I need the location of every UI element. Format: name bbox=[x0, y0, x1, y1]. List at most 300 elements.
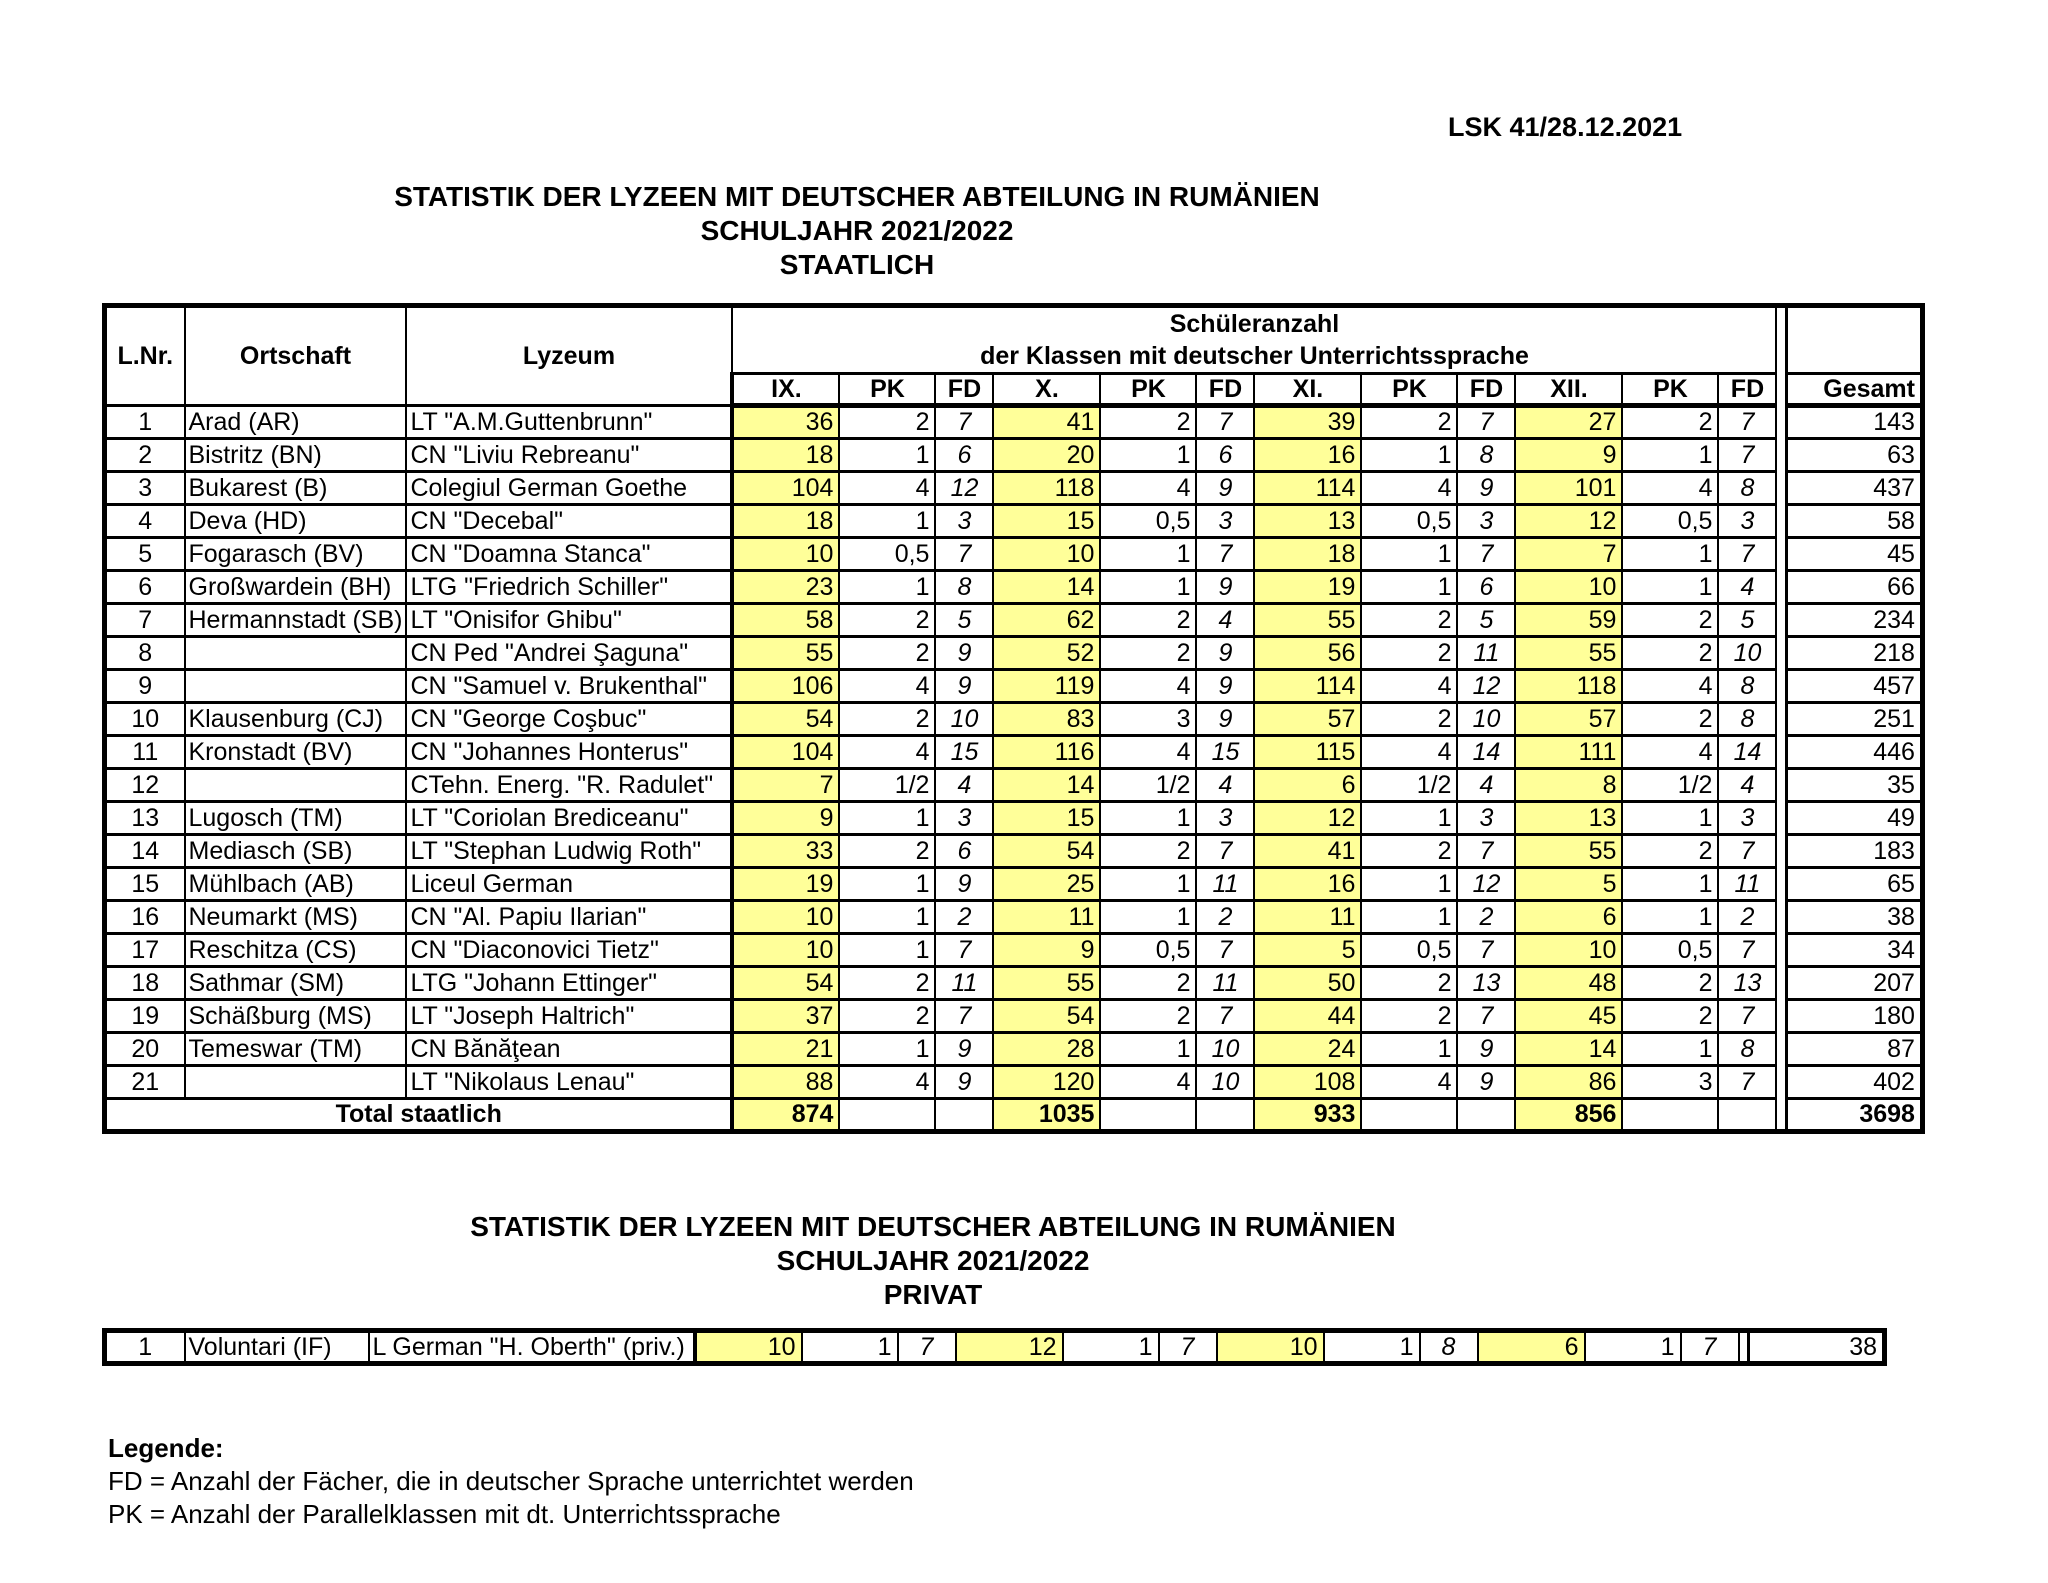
cell-pk: 1 bbox=[1361, 538, 1457, 571]
cell-xi: 39 bbox=[1254, 406, 1361, 439]
cell-xii: 45 bbox=[1515, 1000, 1622, 1033]
cell-xi: 24 bbox=[1254, 1033, 1361, 1066]
cell-pk: 2 bbox=[1622, 703, 1718, 736]
table-row bbox=[105, 901, 1923, 934]
cell-fd: 8 bbox=[1420, 1331, 1478, 1364]
cell-ix: 55 bbox=[732, 637, 839, 670]
cell-ortschaft: Bukarest (B) bbox=[185, 472, 407, 505]
legend-line-pk: PK = Anzahl der Parallelklassen mit dt. Unterrichtssprache bbox=[108, 1499, 781, 1529]
cell-fd: 3 bbox=[1196, 802, 1254, 835]
cell-ix: 19 bbox=[732, 868, 839, 901]
cell-gesamt: 87 bbox=[1786, 1033, 1922, 1066]
cell-pk: 1 bbox=[1622, 901, 1718, 934]
privat-title-line1: STATISTIK DER LYZEEN MIT DEUTSCHER ABTEILUNG IN RUMÄNIEN bbox=[470, 1211, 1396, 1242]
cell-fd: 7 bbox=[1457, 835, 1515, 868]
cell-xii: 27 bbox=[1515, 406, 1622, 439]
cell-xii: 10 bbox=[1515, 934, 1622, 967]
total-x: 1035 bbox=[993, 1099, 1100, 1132]
cell-xi: 114 bbox=[1254, 472, 1361, 505]
cell-x: 9 bbox=[993, 934, 1100, 967]
cell-ortschaft bbox=[185, 670, 407, 703]
cell-x: 25 bbox=[993, 868, 1100, 901]
cell-lnr: 5 bbox=[105, 538, 185, 571]
staatlich-table-body bbox=[105, 406, 1923, 1099]
column-gap bbox=[1776, 967, 1786, 1000]
cell-pk: 1 bbox=[1585, 1331, 1681, 1364]
header-col-x: X. bbox=[993, 374, 1100, 406]
cell-fd: 4 bbox=[1718, 769, 1776, 802]
cell-lyzeum: LT "Stephan Ludwig Roth" bbox=[406, 835, 732, 868]
cell-pk: 4 bbox=[1361, 1066, 1457, 1099]
cell-fd: 10 bbox=[1457, 703, 1515, 736]
total-pk bbox=[1361, 1099, 1457, 1132]
cell-pk: 4 bbox=[1100, 736, 1196, 769]
cell-ix: 88 bbox=[732, 1066, 839, 1099]
cell-fd: 11 bbox=[935, 967, 993, 1000]
column-gap bbox=[1776, 571, 1786, 604]
cell-ortschaft: Reschitza (CS) bbox=[185, 934, 407, 967]
cell-ortschaft: Klausenburg (CJ) bbox=[185, 703, 407, 736]
header-group-row bbox=[105, 306, 1923, 374]
cell-lyzeum: Liceul German bbox=[406, 868, 732, 901]
cell-pk: 1 bbox=[839, 901, 935, 934]
cell-fd: 7 bbox=[1718, 406, 1776, 439]
header-col-pk: PK bbox=[1361, 374, 1457, 406]
table-row bbox=[105, 835, 1923, 868]
cell-pk: 2 bbox=[1100, 637, 1196, 670]
cell-fd: 8 bbox=[1718, 472, 1776, 505]
cell-ortschaft: Neumarkt (MS) bbox=[185, 901, 407, 934]
cell-fd: 10 bbox=[935, 703, 993, 736]
total-ix: 874 bbox=[732, 1099, 839, 1132]
cell-pk: 2 bbox=[839, 703, 935, 736]
column-gap bbox=[1776, 306, 1786, 374]
cell-lyzeum: LT "Joseph Haltrich" bbox=[406, 1000, 732, 1033]
cell-fd: 2 bbox=[1718, 901, 1776, 934]
cell-xii: 55 bbox=[1515, 835, 1622, 868]
cell-xii: 57 bbox=[1515, 703, 1622, 736]
cell-lnr: 8 bbox=[105, 637, 185, 670]
cell-ix: 37 bbox=[732, 1000, 839, 1033]
cell-pk: 2 bbox=[839, 1000, 935, 1033]
header-col-pk: PK bbox=[1622, 374, 1718, 406]
cell-pk: 1 bbox=[1622, 571, 1718, 604]
column-gap bbox=[1776, 703, 1786, 736]
cell-pk: 0,5 bbox=[839, 538, 935, 571]
cell-pk: 1 bbox=[839, 868, 935, 901]
cell-x: 52 bbox=[993, 637, 1100, 670]
table-row bbox=[105, 802, 1923, 835]
header-lnr: L.Nr. bbox=[105, 306, 185, 406]
cell-fd: 8 bbox=[935, 571, 993, 604]
cell-pk: 2 bbox=[1361, 406, 1457, 439]
cell-x: 116 bbox=[993, 736, 1100, 769]
cell-pk: 1 bbox=[1361, 901, 1457, 934]
cell-ortschaft: Mühlbach (AB) bbox=[185, 868, 407, 901]
table-row bbox=[105, 1000, 1923, 1033]
total-fd bbox=[1196, 1099, 1254, 1132]
table-row bbox=[105, 505, 1923, 538]
cell-pk: 1 bbox=[1100, 439, 1196, 472]
cell-fd: 3 bbox=[1718, 802, 1776, 835]
cell-ortschaft bbox=[185, 637, 407, 670]
cell-x: 119 bbox=[993, 670, 1100, 703]
cell-fd: 4 bbox=[1457, 769, 1515, 802]
cell-fd: 7 bbox=[1196, 934, 1254, 967]
header-group-line2: der Klassen mit deutscher Unterrichtssprache bbox=[980, 342, 1529, 370]
cell-xii: 7 bbox=[1515, 538, 1622, 571]
cell-lnr: 6 bbox=[105, 571, 185, 604]
cell-pk: 4 bbox=[839, 670, 935, 703]
legend bbox=[108, 1432, 914, 1531]
cell-ix: 54 bbox=[732, 703, 839, 736]
staatlich-title-block bbox=[0, 180, 1714, 282]
cell-xii: 13 bbox=[1515, 802, 1622, 835]
table-row bbox=[105, 703, 1923, 736]
cell-xi: 19 bbox=[1254, 571, 1361, 604]
cell-gesamt: 251 bbox=[1786, 703, 1922, 736]
privat-title-line3: PRIVAT bbox=[883, 1279, 983, 1310]
cell-ortschaft: Großwardein (BH) bbox=[185, 571, 407, 604]
cell-ortschaft: Deva (HD) bbox=[185, 505, 407, 538]
total-fd bbox=[1718, 1099, 1776, 1132]
cell-lyzeum: CN "Al. Papiu Ilarian" bbox=[406, 901, 732, 934]
cell-fd: 7 bbox=[935, 406, 993, 439]
column-gap bbox=[1739, 1331, 1749, 1364]
cell-ortschaft: Lugosch (TM) bbox=[185, 802, 407, 835]
cell-fd: 3 bbox=[1718, 505, 1776, 538]
cell-fd: 5 bbox=[1718, 604, 1776, 637]
cell-fd: 13 bbox=[1718, 967, 1776, 1000]
cell-lyzeum: L German "H. Oberth" (priv.) bbox=[369, 1331, 695, 1364]
cell-fd: 7 bbox=[1457, 934, 1515, 967]
cell-pk: 2 bbox=[1622, 967, 1718, 1000]
cell-fd: 10 bbox=[1196, 1033, 1254, 1066]
cell-lnr: 3 bbox=[105, 472, 185, 505]
cell-pk: 2 bbox=[1100, 967, 1196, 1000]
cell-fd: 9 bbox=[1196, 637, 1254, 670]
cell-x: 41 bbox=[993, 406, 1100, 439]
cell-fd: 14 bbox=[1457, 736, 1515, 769]
cell-pk: 2 bbox=[1622, 835, 1718, 868]
cell-ortschaft: Sathmar (SM) bbox=[185, 967, 407, 1000]
cell-ortschaft: Voluntari (IF) bbox=[185, 1331, 369, 1364]
cell-fd: 3 bbox=[1457, 802, 1515, 835]
cell-fd: 2 bbox=[1457, 901, 1515, 934]
header-col-fd: FD bbox=[1196, 374, 1254, 406]
total-xii: 856 bbox=[1515, 1099, 1622, 1132]
table-row bbox=[105, 1066, 1923, 1099]
cell-xi: 56 bbox=[1254, 637, 1361, 670]
cell-fd: 3 bbox=[1196, 505, 1254, 538]
cell-xi: 16 bbox=[1254, 868, 1361, 901]
cell-ortschaft bbox=[185, 1066, 407, 1099]
cell-xi: 11 bbox=[1254, 901, 1361, 934]
header-gesamt-top bbox=[1786, 306, 1922, 374]
cell-xi: 10 bbox=[1217, 1331, 1324, 1364]
cell-xi: 6 bbox=[1254, 769, 1361, 802]
cell-x: 12 bbox=[956, 1331, 1063, 1364]
staatlich-total-section bbox=[105, 1099, 1923, 1132]
cell-lnr: 15 bbox=[105, 868, 185, 901]
header-schueleranzahl-group bbox=[732, 306, 1776, 374]
table-row bbox=[105, 736, 1923, 769]
cell-ix: 7 bbox=[732, 769, 839, 802]
cell-ix: 36 bbox=[732, 406, 839, 439]
cell-xi: 57 bbox=[1254, 703, 1361, 736]
header-col-gesamt: Gesamt bbox=[1786, 374, 1922, 406]
cell-lnr: 14 bbox=[105, 835, 185, 868]
total-pk bbox=[839, 1099, 935, 1132]
table-row bbox=[105, 637, 1923, 670]
cell-pk: 2 bbox=[839, 406, 935, 439]
cell-xii: 6 bbox=[1515, 901, 1622, 934]
cell-fd: 9 bbox=[935, 637, 993, 670]
cell-lyzeum: CN "George Coşbuc" bbox=[406, 703, 732, 736]
cell-fd: 7 bbox=[1196, 1000, 1254, 1033]
cell-lnr: 2 bbox=[105, 439, 185, 472]
cell-pk: 1 bbox=[1622, 868, 1718, 901]
cell-lnr: 13 bbox=[105, 802, 185, 835]
header-group-line1: Schüleranzahl bbox=[1169, 310, 1340, 338]
cell-xii: 86 bbox=[1515, 1066, 1622, 1099]
cell-fd: 8 bbox=[1718, 670, 1776, 703]
table-row bbox=[105, 472, 1923, 505]
cell-fd: 7 bbox=[1718, 934, 1776, 967]
total-pk bbox=[1622, 1099, 1718, 1132]
column-gap bbox=[1776, 670, 1786, 703]
cell-lnr: 9 bbox=[105, 670, 185, 703]
cell-pk: 2 bbox=[1361, 604, 1457, 637]
cell-fd: 3 bbox=[935, 802, 993, 835]
cell-xi: 108 bbox=[1254, 1066, 1361, 1099]
total-fd bbox=[1457, 1099, 1515, 1132]
staatlich-title-line3: STAATLICH bbox=[779, 249, 935, 280]
privat-table bbox=[102, 1328, 1887, 1366]
cell-xi: 16 bbox=[1254, 439, 1361, 472]
table-row bbox=[105, 769, 1923, 802]
cell-xi: 55 bbox=[1254, 604, 1361, 637]
cell-lyzeum: CN "Decebal" bbox=[406, 505, 732, 538]
cell-gesamt: 207 bbox=[1786, 967, 1922, 1000]
cell-gesamt: 38 bbox=[1749, 1331, 1885, 1364]
cell-fd: 2 bbox=[935, 901, 993, 934]
header-col-ix: IX. bbox=[732, 374, 839, 406]
cell-x: 28 bbox=[993, 1033, 1100, 1066]
cell-lyzeum: CN "Johannes Honterus" bbox=[406, 736, 732, 769]
cell-pk: 1 bbox=[1100, 538, 1196, 571]
column-gap bbox=[1776, 1033, 1786, 1066]
cell-gesamt: 49 bbox=[1786, 802, 1922, 835]
table-row bbox=[105, 1331, 1885, 1364]
cell-pk: 2 bbox=[1361, 637, 1457, 670]
column-gap bbox=[1776, 835, 1786, 868]
cell-ix: 21 bbox=[732, 1033, 839, 1066]
cell-fd: 7 bbox=[1457, 538, 1515, 571]
total-label: Total staatlich bbox=[105, 1099, 733, 1132]
cell-ix: 10 bbox=[732, 934, 839, 967]
cell-fd: 12 bbox=[1457, 670, 1515, 703]
cell-fd: 4 bbox=[1718, 571, 1776, 604]
cell-pk: 1 bbox=[1100, 1033, 1196, 1066]
cell-x: 55 bbox=[993, 967, 1100, 1000]
cell-pk: 1 bbox=[1361, 439, 1457, 472]
cell-pk: 1 bbox=[1063, 1331, 1159, 1364]
cell-pk: 1 bbox=[1361, 1033, 1457, 1066]
cell-pk: 1/2 bbox=[1361, 769, 1457, 802]
cell-ix: 10 bbox=[695, 1331, 802, 1364]
cell-fd: 9 bbox=[935, 670, 993, 703]
table-row bbox=[105, 571, 1923, 604]
cell-gesamt: 234 bbox=[1786, 604, 1922, 637]
cell-x: 11 bbox=[993, 901, 1100, 934]
cell-xii: 48 bbox=[1515, 967, 1622, 1000]
cell-fd: 9 bbox=[935, 1066, 993, 1099]
column-gap bbox=[1776, 802, 1786, 835]
cell-gesamt: 457 bbox=[1786, 670, 1922, 703]
cell-pk: 2 bbox=[839, 637, 935, 670]
cell-pk: 1 bbox=[1622, 802, 1718, 835]
table-row bbox=[105, 604, 1923, 637]
cell-ix: 33 bbox=[732, 835, 839, 868]
cell-x: 83 bbox=[993, 703, 1100, 736]
cell-ix: 18 bbox=[732, 505, 839, 538]
cell-xii: 9 bbox=[1515, 439, 1622, 472]
header-col-xi: XI. bbox=[1254, 374, 1361, 406]
cell-xi: 114 bbox=[1254, 670, 1361, 703]
cell-x: 62 bbox=[993, 604, 1100, 637]
cell-pk: 2 bbox=[1361, 967, 1457, 1000]
header-col-fd: FD bbox=[935, 374, 993, 406]
cell-pk: 1/2 bbox=[1622, 769, 1718, 802]
cell-lyzeum: LTG "Friedrich Schiller" bbox=[406, 571, 732, 604]
table-row bbox=[105, 967, 1923, 1000]
cell-fd: 7 bbox=[1196, 538, 1254, 571]
cell-xii: 6 bbox=[1478, 1331, 1585, 1364]
cell-fd: 7 bbox=[1718, 1000, 1776, 1033]
column-gap bbox=[1776, 472, 1786, 505]
cell-ix: 9 bbox=[732, 802, 839, 835]
cell-fd: 7 bbox=[935, 1000, 993, 1033]
cell-fd: 9 bbox=[1457, 1033, 1515, 1066]
cell-fd: 6 bbox=[1457, 571, 1515, 604]
cell-pk: 4 bbox=[1622, 736, 1718, 769]
cell-pk: 2 bbox=[1100, 835, 1196, 868]
column-gap bbox=[1776, 374, 1786, 406]
cell-fd: 7 bbox=[1196, 835, 1254, 868]
legend-line-fd: FD = Anzahl der Fächer, die in deutscher Sprache unterrichtet werden bbox=[108, 1466, 914, 1496]
cell-fd: 9 bbox=[1457, 1066, 1515, 1099]
cell-pk: 1/2 bbox=[839, 769, 935, 802]
header-col-fd: FD bbox=[1457, 374, 1515, 406]
cell-fd: 7 bbox=[1718, 439, 1776, 472]
cell-fd: 3 bbox=[935, 505, 993, 538]
cell-ix: 23 bbox=[732, 571, 839, 604]
column-gap bbox=[1776, 538, 1786, 571]
cell-fd: 7 bbox=[1718, 835, 1776, 868]
cell-ix: 106 bbox=[732, 670, 839, 703]
cell-fd: 7 bbox=[935, 934, 993, 967]
cell-xii: 101 bbox=[1515, 472, 1622, 505]
cell-lyzeum: CN "Liviu Rebreanu" bbox=[406, 439, 732, 472]
cell-lnr: 17 bbox=[105, 934, 185, 967]
total-gesamt: 3698 bbox=[1786, 1099, 1922, 1132]
cell-fd: 11 bbox=[1196, 967, 1254, 1000]
cell-pk: 2 bbox=[839, 835, 935, 868]
cell-gesamt: 58 bbox=[1786, 505, 1922, 538]
table-row bbox=[105, 670, 1923, 703]
cell-pk: 0,5 bbox=[1100, 505, 1196, 538]
cell-xii: 14 bbox=[1515, 1033, 1622, 1066]
cell-xi: 44 bbox=[1254, 1000, 1361, 1033]
cell-pk: 2 bbox=[1622, 604, 1718, 637]
cell-lnr: 1 bbox=[105, 406, 185, 439]
cell-ix: 18 bbox=[732, 439, 839, 472]
cell-fd: 7 bbox=[898, 1331, 956, 1364]
cell-fd: 9 bbox=[935, 1033, 993, 1066]
cell-xi: 115 bbox=[1254, 736, 1361, 769]
cell-lyzeum: Colegiul German Goethe bbox=[406, 472, 732, 505]
cell-ix: 10 bbox=[732, 538, 839, 571]
cell-pk: 4 bbox=[1100, 1066, 1196, 1099]
cell-pk: 4 bbox=[1622, 670, 1718, 703]
cell-pk: 4 bbox=[1361, 736, 1457, 769]
cell-lyzeum: LT "Nikolaus Lenau" bbox=[406, 1066, 732, 1099]
cell-lnr: 16 bbox=[105, 901, 185, 934]
cell-lnr: 10 bbox=[105, 703, 185, 736]
document-reference: LSK 41/28.12.2021 bbox=[1448, 112, 1683, 142]
total-pk bbox=[1100, 1099, 1196, 1132]
cell-fd: 7 bbox=[1457, 1000, 1515, 1033]
cell-lyzeum: CN "Samuel v. Brukenthal" bbox=[406, 670, 732, 703]
cell-pk: 1 bbox=[839, 1033, 935, 1066]
cell-gesamt: 437 bbox=[1786, 472, 1922, 505]
total-fd bbox=[935, 1099, 993, 1132]
cell-gesamt: 38 bbox=[1786, 901, 1922, 934]
cell-fd: 8 bbox=[1457, 439, 1515, 472]
cell-pk: 1 bbox=[1361, 571, 1457, 604]
cell-gesamt: 65 bbox=[1786, 868, 1922, 901]
cell-fd: 9 bbox=[1196, 472, 1254, 505]
cell-pk: 4 bbox=[1361, 670, 1457, 703]
cell-lyzeum: CN Bănăţean bbox=[406, 1033, 732, 1066]
cell-x: 20 bbox=[993, 439, 1100, 472]
cell-pk: 2 bbox=[1100, 406, 1196, 439]
cell-pk: 2 bbox=[1100, 1000, 1196, 1033]
cell-pk: 2 bbox=[839, 604, 935, 637]
total-row bbox=[105, 1099, 1923, 1132]
cell-pk: 1 bbox=[1100, 868, 1196, 901]
header-col-pk: PK bbox=[1100, 374, 1196, 406]
cell-ortschaft: Arad (AR) bbox=[185, 406, 407, 439]
cell-x: 14 bbox=[993, 769, 1100, 802]
cell-pk: 1 bbox=[1622, 538, 1718, 571]
privat-title-line2: SCHULJAHR 2021/2022 bbox=[776, 1245, 1090, 1276]
cell-fd: 6 bbox=[935, 439, 993, 472]
cell-gesamt: 63 bbox=[1786, 439, 1922, 472]
cell-pk: 0,5 bbox=[1622, 505, 1718, 538]
cell-xii: 8 bbox=[1515, 769, 1622, 802]
cell-x: 14 bbox=[993, 571, 1100, 604]
cell-lyzeum: LTG "Johann Ettinger" bbox=[406, 967, 732, 1000]
cell-fd: 15 bbox=[935, 736, 993, 769]
cell-pk: 1 bbox=[839, 505, 935, 538]
cell-lnr: 7 bbox=[105, 604, 185, 637]
cell-gesamt: 45 bbox=[1786, 538, 1922, 571]
cell-x: 120 bbox=[993, 1066, 1100, 1099]
cell-fd: 7 bbox=[935, 538, 993, 571]
cell-pk: 4 bbox=[1622, 472, 1718, 505]
